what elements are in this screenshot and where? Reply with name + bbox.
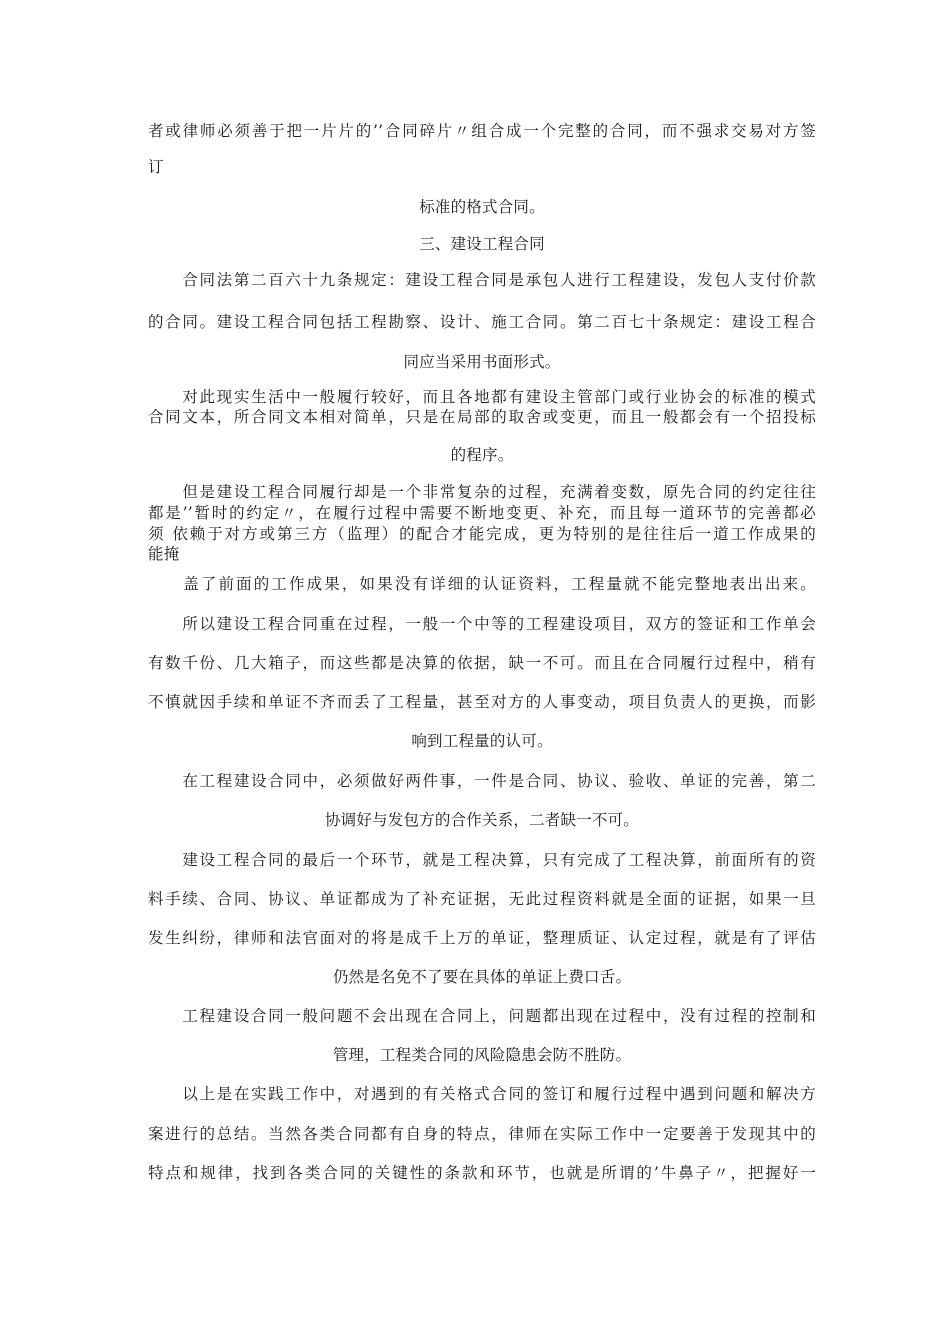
text-line: 所以建设工程合同重在过程，一般一个中等的工程建设项目，双方的签证和工作单会 (148, 615, 816, 633)
text-line: 者或律师必须善于把一片片的’’合同碎片〃组合成一个完整的合同，而不强求交易对方签 (148, 122, 816, 140)
text-line: 在工程建设合同中，必须做好两件事，一件是合同、协议、验收、单证的完善，第二 (148, 772, 816, 790)
text-line: 有数千份、几大箱子，而这些都是决算的依据，缺一不可。而且在合同履行过程中，稍有 (148, 654, 816, 672)
text-line: 建设工程合同的最后一个环节，就是工程决算，只有完成了工程决算，前面所有的资 (148, 851, 816, 869)
text-line: 须 依赖于对方或第三方（监理）的配合才能完成，更为特别的是往往后一道工作成果的 (148, 525, 816, 543)
text-line: 的程序。 (450, 446, 514, 464)
text-line: 协调好与发包方的合作关系，二者缺一不可。 (324, 811, 639, 829)
text-line: 特点和规律，找到各类合同的关键性的条款和环节，也就是所谓的’牛鼻子〃，把握好一 (148, 1164, 816, 1182)
text-line: 以上是在实践工作中，对遇到的有关格式合同的签订和履行过程中遇到问题和解决方 (148, 1085, 816, 1103)
text-line: 合同文本，所合同文本相对简单，只是在局部的取舍或变更，而且一般都会有一个招投标 (148, 408, 816, 426)
text-line: 但是建设工程合同履行却是一个非常复杂的过程，充满着变数，原先合同的约定往往 (148, 483, 816, 501)
text-line: 能掩 (148, 545, 180, 563)
text-line: 盖了前面的工作成果，如果没有详细的认证资料，工程量就不能完整地表出出来。 (148, 575, 816, 593)
text-line: 对此现实生活中一般履行较好，而且各地都有建设主管部门或行业协会的标准的模式 (148, 388, 816, 406)
section-heading: 三、建设工程合同 (419, 235, 545, 253)
text-line: 同应当采用书面形式。 (403, 353, 561, 371)
text-line: 工程建设合同一般问题不会出现在合同上，问题都出现在过程中，没有过程的控制和 (148, 1007, 816, 1025)
text-line: 订 (148, 158, 164, 176)
text-line: 管理，工程类合同的风险隐患会防不胜防。 (332, 1046, 632, 1064)
text-line: 料手续、合同、协议、单证都成为了补充证据，无此过程资料就是全面的证据，如果一旦 (148, 890, 816, 908)
text-line: 都是’’暂时的约定〃，在履行过程中需要不断地变更、补充，而且每一道环节的完善都必 (148, 504, 816, 522)
text-line: 合同法第二百六十九条规定：建设工程合同是承包人进行工程建设，发包人支付价款 (148, 271, 816, 289)
text-line: 发生纠纷，律师和法官面对的将是成千上万的单证，整理质证、认定过程，就是有了评估 (148, 929, 816, 947)
text-line: 的合同。建设工程合同包括工程勘察、设计、施工合同。第二百七十条规定：建设工程合 (148, 313, 816, 331)
text-line: 不慎就因手续和单证不齐而丢了工程量，甚至对方的人事变动，项目负责人的更换，而影 (148, 693, 816, 711)
text-line: 响到工程量的认可。 (411, 732, 553, 750)
text-line: 标准的格式合同。 (419, 198, 545, 216)
text-line: 仍然是名免不了要在具体的单证上费口舌。 (332, 968, 632, 986)
text-line: 案进行的总结。当然各类合同都有自身的特点，律师在实际工作中一定要善于发现其中的 (148, 1125, 816, 1143)
